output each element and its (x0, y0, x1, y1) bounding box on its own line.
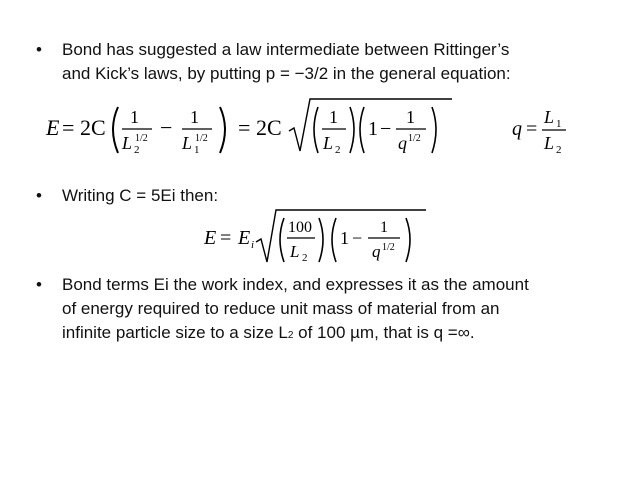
eq1-minus2: − (380, 118, 392, 140)
eq1-E: E (46, 115, 60, 140)
eq2-Ei: E (238, 227, 251, 249)
eq2-paren2-open (332, 218, 336, 262)
eq1-paren3-close (432, 107, 436, 153)
bullet-text-line3 (36, 321, 606, 348)
equation-bond-work-index (200, 206, 440, 268)
eq2-paren-close (319, 218, 323, 262)
eq1-frac1-L: L (122, 133, 133, 153)
equation-bond-general (42, 95, 582, 159)
eq1-frac2-sub: 1 (194, 144, 200, 156)
eq2-frac-sub: 2 (302, 252, 308, 264)
eq1-equals: = (62, 115, 75, 140)
eq1-q-den-L: L (544, 133, 555, 153)
eq1-one: 1 (368, 118, 378, 140)
bullet-work-index (36, 273, 606, 348)
bullet-text-line2: of energy required to reduce unit mass of material from an (62, 299, 500, 318)
eq2-frac-L: L (290, 242, 300, 261)
eq2-paren2-close (406, 218, 410, 262)
line3-pre: infinite particle size to a size L (62, 323, 288, 342)
eq1-frac4-num: 1 (406, 107, 415, 127)
line3-sub: 2 (287, 330, 294, 341)
eq1-frac2-sup: 1/2 (195, 133, 208, 144)
bullet-text-line1: Bond has suggested a law intermediate between Rittinger’s (62, 40, 510, 59)
bullet-marker: • (36, 40, 42, 59)
eq1-2C: 2C (80, 115, 106, 140)
eq1-frac2-num: 1 (190, 107, 199, 127)
eq2-frac-num: 100 (288, 219, 312, 236)
eq2-E: E (204, 227, 217, 249)
eq2-equals: = (220, 227, 232, 249)
bullet-marker: • (36, 186, 42, 205)
eq2-frac2-sup: 1/2 (382, 242, 395, 253)
eq2-frac2-num: 1 (380, 219, 388, 236)
eq1-frac3-L: L (323, 133, 334, 153)
eq1-paren2-open (314, 107, 318, 153)
eq1-frac4-sup: 1/2 (408, 133, 421, 144)
bullet-text: Writing C = 5Ei then: (62, 186, 219, 205)
bullet-text-line1: Bond terms Ei the work index, and expresses it as the amount (62, 275, 529, 294)
eq1-q-num-sub: 1 (556, 118, 562, 130)
eq2-paren-open (280, 218, 284, 262)
eq1-equals2: = (238, 115, 251, 140)
eq1-minus: − (160, 115, 173, 140)
bullet-writing-c (36, 184, 606, 208)
eq1-q-num-L: L (544, 107, 555, 127)
eq1-frac1-sub: 2 (134, 144, 140, 156)
bullet-marker: • (36, 275, 42, 294)
eq1-frac3-sub: 2 (335, 144, 341, 156)
eq2-minus: − (352, 228, 363, 248)
eq1-frac4-q: q (398, 133, 407, 153)
eq1-q-equals: = (526, 118, 538, 140)
bullet-text-line2: and Kick’s laws, by putting p = −3/2 in the general equation: (62, 64, 511, 83)
eq1-paren-open (113, 107, 118, 153)
eq1-frac2-L: L (182, 133, 193, 153)
eq2-one: 1 (340, 228, 349, 248)
eq1-q: q (512, 118, 522, 140)
line3-post: of 100 µm, that is q =∞. (293, 323, 475, 342)
eq1-2C-2: 2C (256, 115, 282, 140)
eq2-frac2-q: q (372, 242, 381, 261)
eq1-frac1-num: 1 (130, 107, 139, 127)
eq1-paren2-close (350, 107, 354, 153)
eq1-q-den-sub: 2 (556, 144, 562, 156)
eq2-Ei-sub: i (251, 239, 255, 251)
eq1-paren3-open (360, 107, 364, 153)
eq1-paren-close (220, 107, 225, 153)
eq1-frac1-sup: 1/2 (135, 133, 148, 144)
eq1-frac3-num: 1 (329, 107, 338, 127)
bullet-bond-law (36, 38, 606, 86)
